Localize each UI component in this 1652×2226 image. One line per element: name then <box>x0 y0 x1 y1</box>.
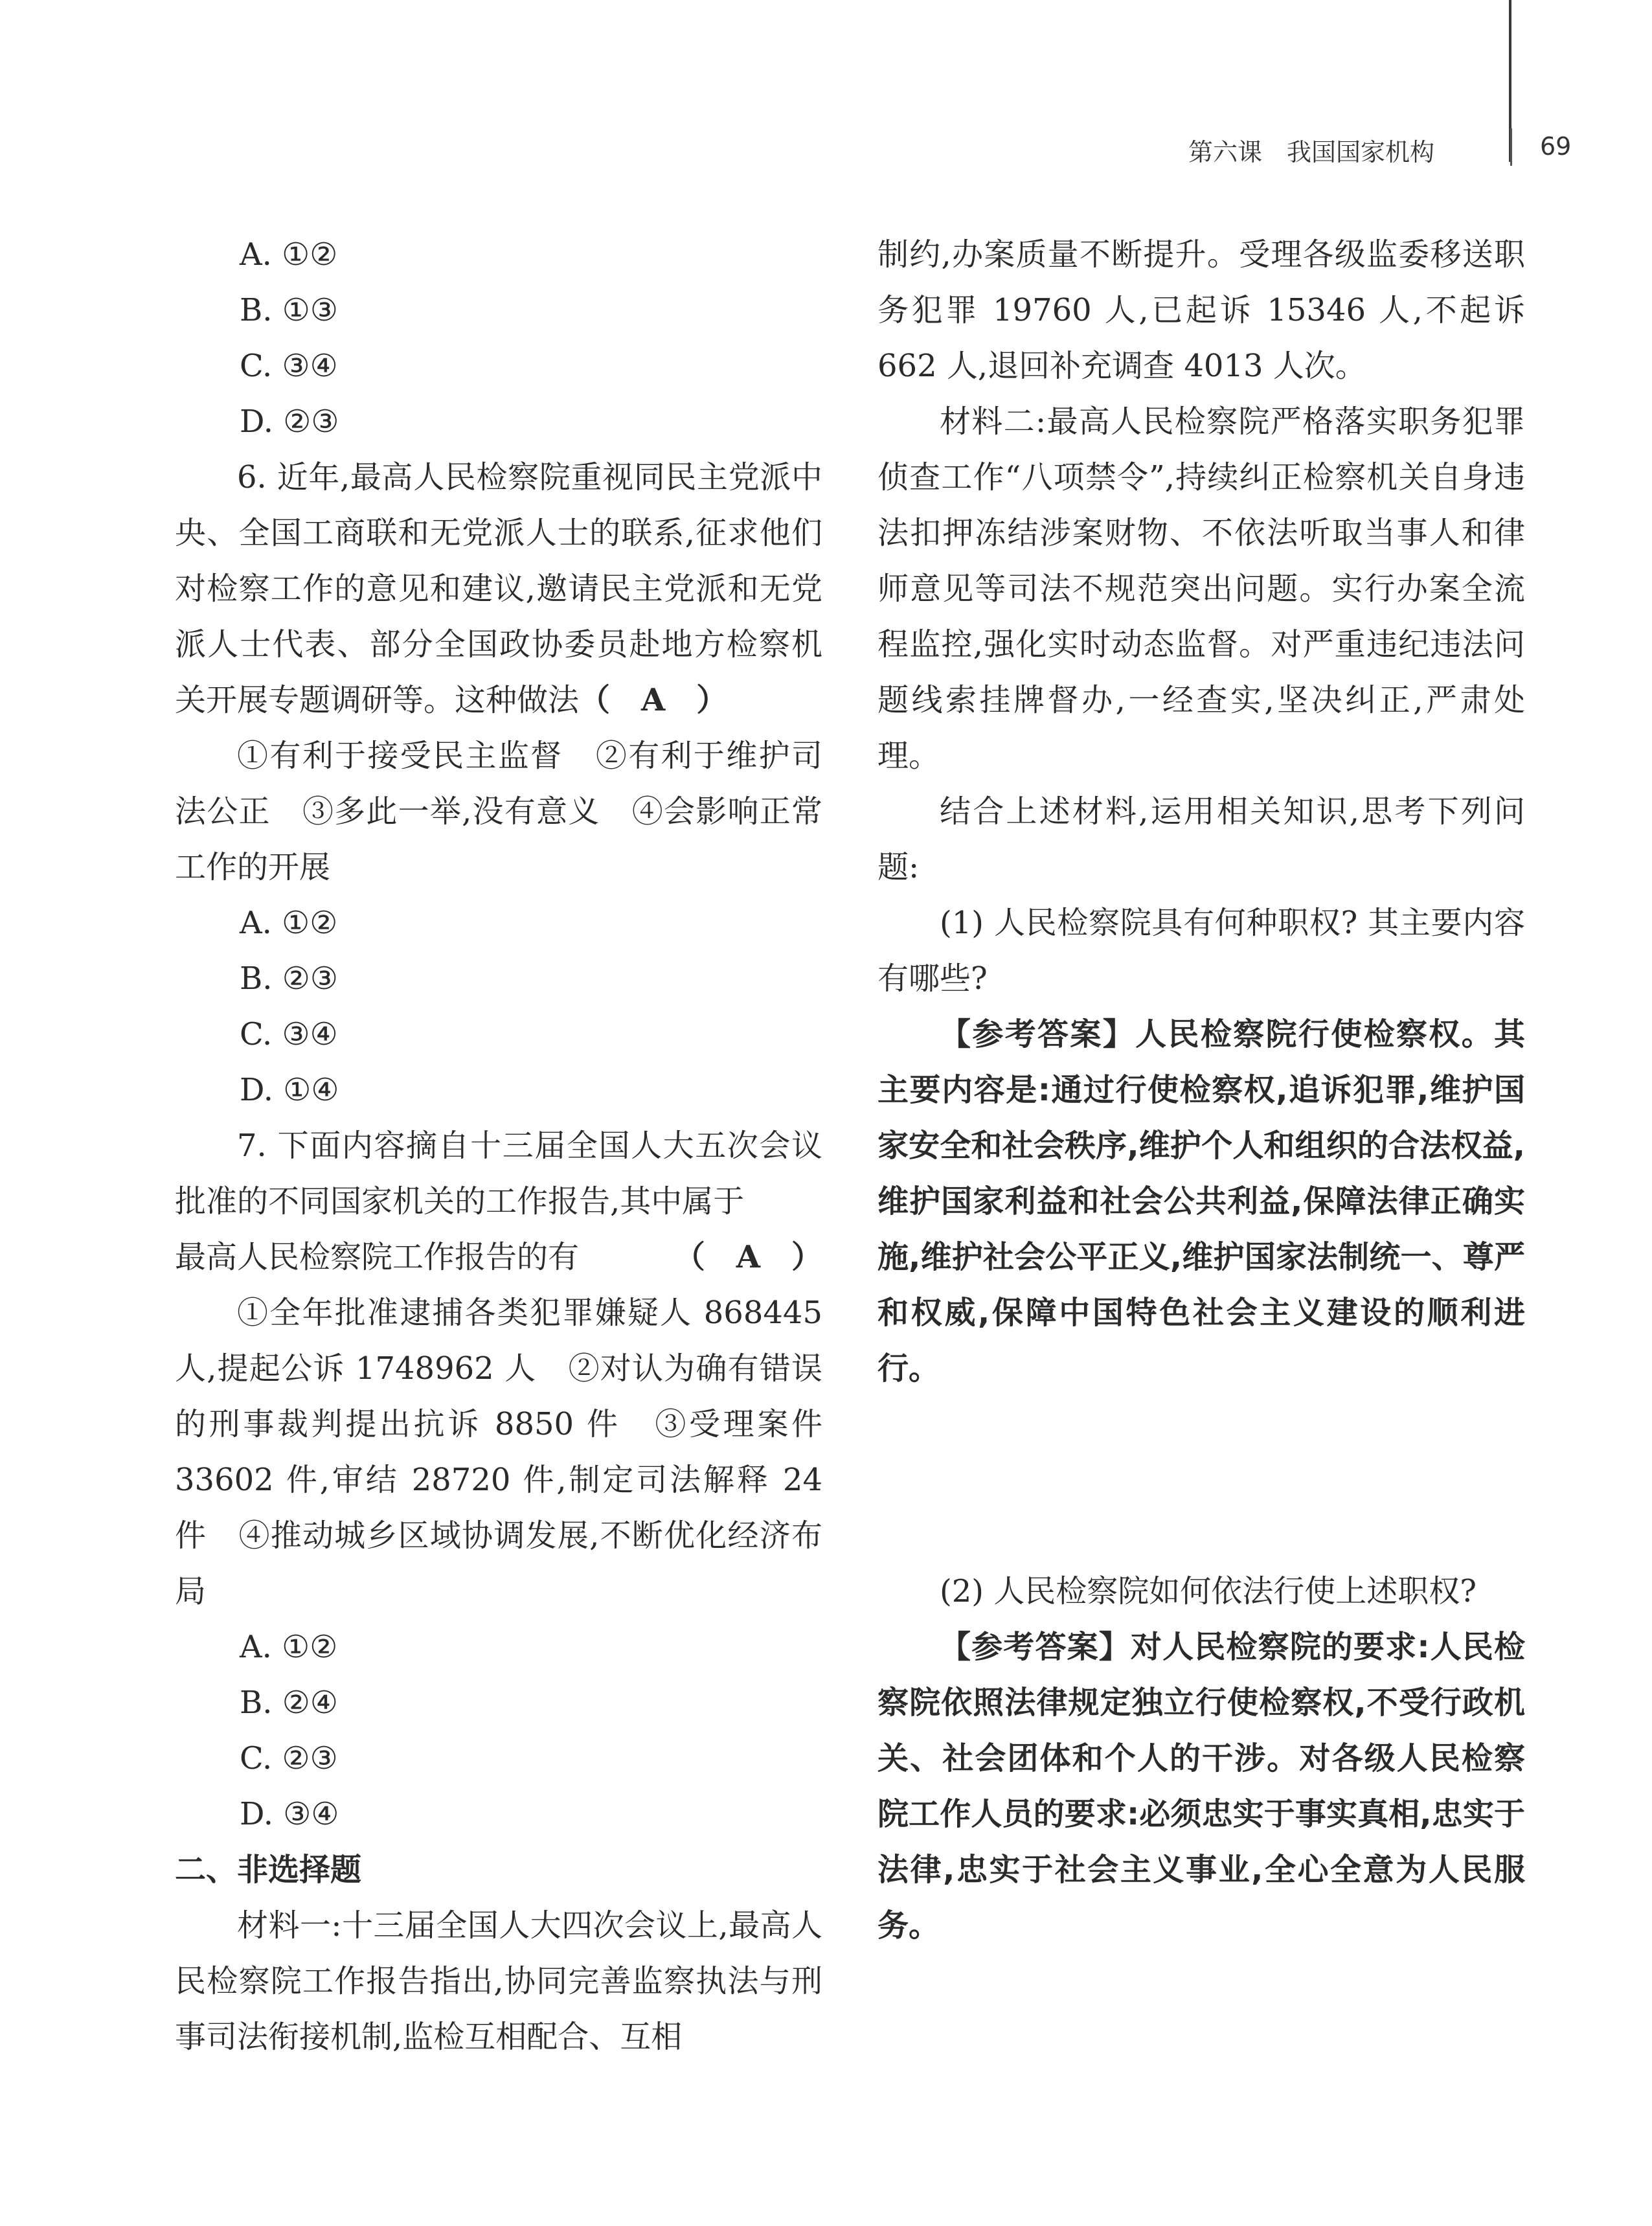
header-separator <box>1510 128 1512 166</box>
q7-stem-tail: 最高人民检察院工作报告的有 <box>175 1239 580 1275</box>
q7-answer: （ A ） <box>673 1239 822 1275</box>
q6-option-b: B. ②③ <box>240 960 338 997</box>
material-one: 材料一:十三届全国人大四次会议上,最高人民检察院工作报告指出,协同完善监察执法与刑事司法衔接机制,监检互相配合、互相 <box>175 1907 822 2055</box>
running-header: 第六课 我国国家机构 <box>1188 138 1435 166</box>
material-one-continued: 制约,办案质量不断提升。受理各级监委移送职务犯罪 19760 人,已起诉 15346 人,不起诉 662 人,退回补充调查 4013 人次。 <box>877 236 1525 384</box>
q7-stem-last-line <box>175 1229 822 1285</box>
q7-option-d: D. ③④ <box>240 1796 339 1832</box>
right-column <box>877 227 1525 1953</box>
question-1: (1) 人民检察院具有何种职权? 其主要内容有哪些? <box>877 905 1525 997</box>
q7-option-c: C. ②③ <box>240 1740 338 1777</box>
material-two: 材料二:最高人民检察院严格落实职务犯罪侦查工作“八项禁令”,持续纠正检察机关自身违法扣押冻结涉案财物、不依法听取当事人和律师意见等司法不规范突出问题。实行办案全流程监控,强化实时动态监督。对严重违纪违法问题线索挂牌督办,一经查实,坚决纠正,严肃处理。 <box>877 403 1525 774</box>
q7-stem: 7. 下面内容摘自十三届全国人大五次会议批准的不同国家机关的工作报告,其中属于 <box>175 1128 822 1220</box>
q6-option-a: A. ①② <box>240 905 338 941</box>
question-prompt: 结合上述材料,运用相关知识,思考下列问题: <box>877 793 1525 885</box>
q5-option-d: D. ②③ <box>240 403 339 440</box>
q6-statements: ①有利于接受民主监督 ②有利于维护司法公正 ③多此一举,没有意义 ④会影响正常工作的开展 <box>175 738 822 885</box>
q6-option-c: C. ③④ <box>240 1016 338 1052</box>
q6-stem: 6. 近年,最高人民检察院重视同民主党派中央、全国工商联和无党派人士的联系,征求他们对检察工作的意见和建议,邀请民主党派和无党派人士代表、部分全国政协委员赴地方检察机关开展专题调研等。这种做法（ A ） <box>175 459 822 718</box>
q6-option-d: D. ①④ <box>240 1072 339 1108</box>
q7-statements: ①全年批准逮捕各类犯罪嫌疑人 868445 人,提起公诉 1748962 人 ②对认为确有错误的刑事裁判提出抗诉 8850 件 ③受理案件 33602 件,审结 28720 件,制定司法解释 24 件 ④推动城乡区域协调发展,不断优化经济布局 <box>175 1295 822 1609</box>
blank-space <box>877 1396 1525 1563</box>
q5-option-a: A. ①② <box>240 236 338 273</box>
q5-option-b: B. ①③ <box>240 292 338 328</box>
section-heading: 二、非选择题 <box>175 1852 362 1888</box>
q6-answer: （ A ） <box>579 682 728 718</box>
left-column <box>175 227 822 2065</box>
q5-option-c: C. ③④ <box>240 348 338 384</box>
q7-option-b: B. ②④ <box>240 1685 338 1721</box>
page-number: 69 <box>1540 132 1572 161</box>
question-2: (2) 人民检察院如何依法行使上述职权? <box>940 1573 1477 1609</box>
answer-2: 【参考答案】对人民检察院的要求:人民检察院依照法律规定独立行使检察权,不受行政机关、社会团体和个人的干涉。对各级人民检察院工作人员的要求:必须忠实于事实真相,忠实于法律,忠实于社会主义事业,全心全意为人民服务。 <box>877 1629 1525 1944</box>
q7-option-a: A. ①② <box>240 1629 338 1665</box>
answer-1: 【参考答案】人民检察院行使检察权。其主要内容是:通过行使检察权,追诉犯罪,维护国家安全和社会秩序,维护个人和组织的合法权益,维护国家利益和社会公共利益,保障法律正确实施,维护社会公平正义,维护国家法制统一、尊严和权威,保障中国特色社会主义建设的顺利进行。 <box>877 1016 1525 1387</box>
